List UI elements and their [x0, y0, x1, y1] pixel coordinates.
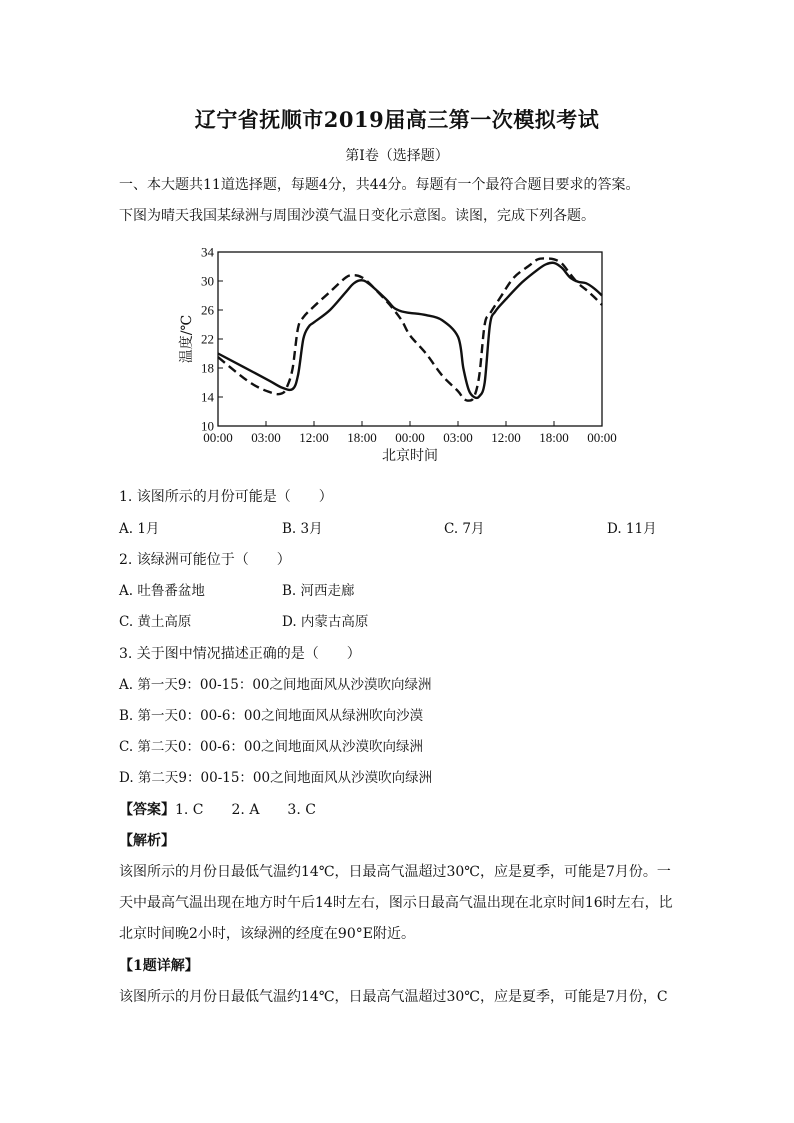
y-tick-label: 30 [201, 273, 214, 289]
y-tick-label: 22 [201, 331, 214, 347]
analysis-heading: 【解析】 [119, 833, 175, 849]
solid-temperature-line [218, 263, 602, 398]
y-tick-label: 10 [201, 418, 214, 434]
question-1-option-d: D. 11月 [607, 521, 657, 537]
x-axis-label: 北京时间 [382, 448, 438, 464]
question-2-option-b: B. 河西走廊 [282, 583, 355, 599]
answer-heading: 【答案】 [119, 802, 175, 818]
question-2-option-c: C. 黄土高原 [119, 614, 192, 630]
question-3-stem: 3. 关于图中情况描述正确的是（ ） [119, 646, 361, 662]
temperature-chart [175, 240, 625, 472]
question-2-option-d: D. 内蒙古高原 [282, 614, 369, 630]
y-tick-label: 26 [201, 302, 214, 318]
answer-line [119, 800, 316, 820]
question-3-option-d: D. 第二天9：00-15：00之间地面风从沙漠吹向绿洲 [119, 770, 433, 786]
chart-axes [218, 252, 602, 426]
analysis-line-1: 该图所示的月份日最低气温约14℃，日最高气温超过30℃，应是夏季，可能是7月份。一 [119, 864, 671, 880]
question-1-option-c: C. 7月 [444, 521, 485, 537]
document-title: 辽宁省抚顺市2019届高三第一次模拟考试 [194, 107, 600, 132]
chart-labels [178, 245, 617, 465]
x-tick-label: 12:00 [299, 430, 329, 445]
x-tick-label: 00:00 [395, 430, 425, 445]
y-tick-label: 34 [201, 244, 214, 260]
x-tick-label: 18:00 [539, 430, 569, 445]
y-axis-label: 温度/℃ [179, 314, 195, 364]
dashed-temperature-line [218, 258, 602, 400]
chart-series [218, 258, 602, 400]
x-tick-label: 00:00 [203, 430, 233, 445]
intro-text: 下图为晴天我国某绿洲与周围沙漠气温日变化示意图。读图，完成下列各题。 [119, 208, 595, 224]
x-tick-label: 03:00 [443, 430, 473, 445]
question-3-option-a: A. 第一天9：00-15：00之间地面风从沙漠吹向绿洲 [119, 677, 432, 693]
question-1-option-a: A. 1月 [119, 521, 160, 537]
x-tick-label: 00:00 [587, 430, 617, 445]
x-tick-label: 12:00 [491, 430, 521, 445]
analysis-line-2: 天中最高气温出现在地方时午后14时左右，图示日最高气温出现在北京时间16时左右，比 [119, 895, 673, 911]
detail-line-1: 该图所示的月份日最低气温约14℃，日最高气温超过30℃，应是夏季，可能是7月份，C [119, 989, 668, 1005]
y-tick-label: 14 [201, 389, 214, 405]
answer-values: 1. C 2. A 3. C [175, 802, 316, 818]
analysis-line-3: 北京时间晚2小时，该绿洲的经度在90°E附近。 [119, 926, 415, 942]
question-3-option-b: B. 第一天0：00-6：00之间地面风从绿洲吹向沙漠 [119, 708, 424, 724]
question-2-stem: 2. 该绿洲可能位于（ ） [119, 552, 291, 568]
question-2-option-a: A. 吐鲁番盆地 [119, 583, 205, 599]
question-1-stem: 1. 该图所示的月份可能是（ ） [119, 489, 333, 505]
detail-heading: 【1题详解】 [119, 958, 199, 974]
question-1-option-b: B. 3月 [282, 521, 323, 537]
x-tick-label: 03:00 [251, 430, 281, 445]
question-3-option-c: C. 第二天0：00-6：00之间地面风从沙漠吹向绿洲 [119, 739, 424, 755]
plot-frame [218, 252, 602, 426]
instruction-text: 一、本大题共11道选择题，每题4分，共44分。每题有一个最符合题目要求的答案。 [119, 177, 640, 193]
section-heading: 第Ⅰ卷（选择题） [345, 148, 449, 164]
y-tick-label: 18 [201, 360, 214, 376]
x-tick-label: 18:00 [347, 430, 377, 445]
